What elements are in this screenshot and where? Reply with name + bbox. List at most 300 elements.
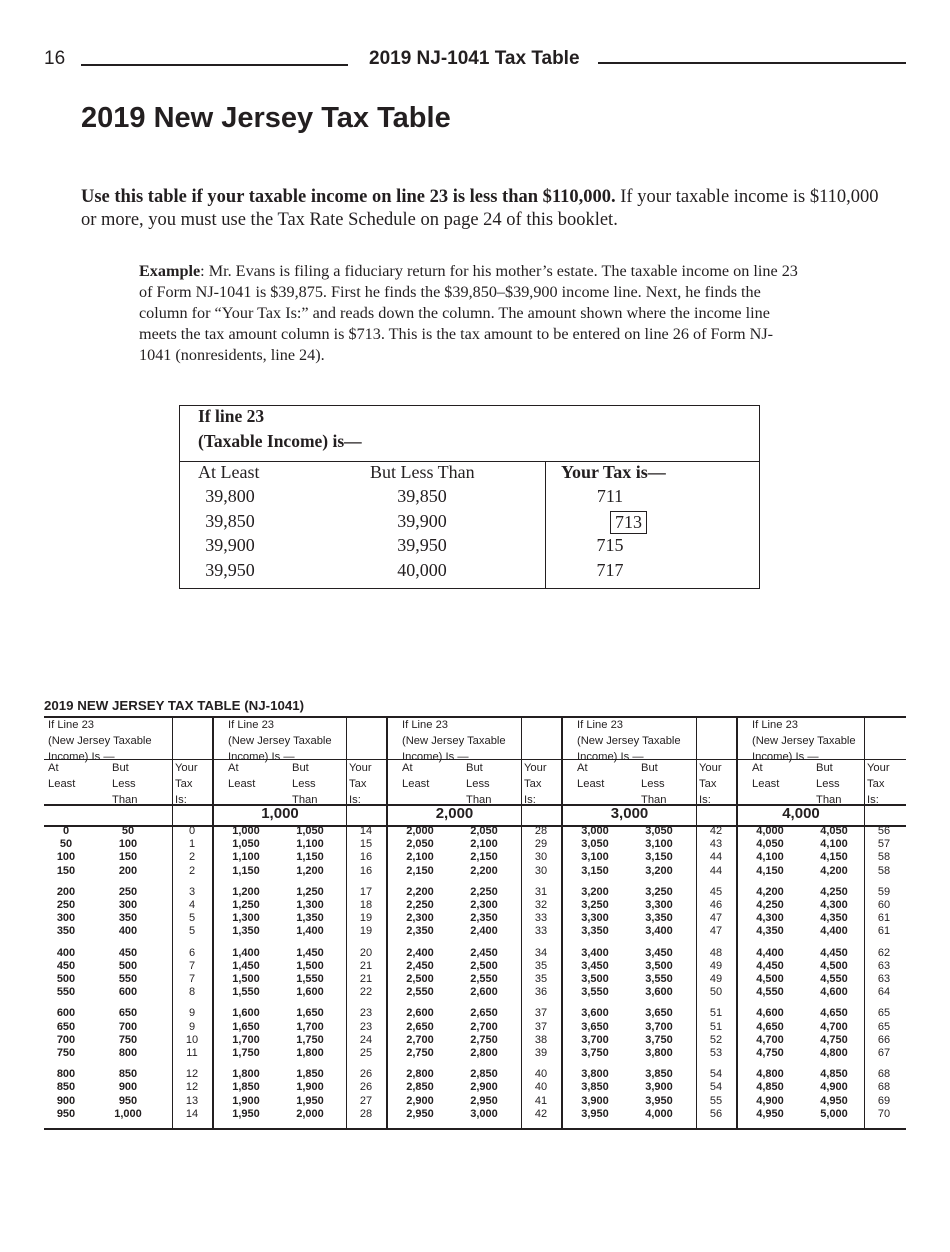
- table-cell-but-less-than: 300: [118, 899, 138, 911]
- table-cell-tax: 68: [877, 1081, 891, 1094]
- table-cell-tax: 66: [877, 1033, 891, 1046]
- table-cell-tax: 50: [709, 986, 723, 999]
- group-header-line: (New Jersey Taxable: [228, 735, 332, 747]
- table-cell-tax: 65: [877, 1007, 891, 1020]
- table-cell-tax: 36: [534, 986, 548, 999]
- table-cell-at-least: 2,600: [406, 1007, 434, 1020]
- example-table: [179, 405, 760, 589]
- table-cell-tax: 40: [534, 1081, 548, 1094]
- table-cell-but-less-than: 4,650: [820, 1007, 848, 1020]
- col-your-tax: Your: [175, 762, 198, 774]
- table-cell-but-less-than: 350: [118, 912, 138, 925]
- table-cell-tax: 51: [709, 1007, 723, 1020]
- table-cell-at-least: 2,000: [406, 825, 434, 837]
- table-cell-at-least: 3,450: [581, 959, 609, 972]
- table-cell-tax: 55: [709, 1094, 723, 1107]
- table-cell-tax: 51: [709, 1020, 723, 1033]
- thousands-label: 3,000: [610, 805, 649, 822]
- table-cell-tax: 16: [359, 851, 373, 864]
- table-cell-at-least: 2,900: [406, 1094, 434, 1107]
- header-rule-left: [81, 64, 348, 66]
- table-cell-tax: 56: [877, 825, 891, 837]
- group-header-line: Income) Is —: [402, 751, 469, 763]
- table-cell-at-least: 2,250: [406, 899, 434, 911]
- col-your-tax: Tax: [699, 778, 717, 790]
- example-paragraph: [139, 261, 799, 366]
- example-at-least: 39,800: [205, 486, 255, 506]
- col-your-tax: Tax: [524, 778, 542, 790]
- table-cell-but-less-than: 4,050: [820, 825, 848, 837]
- col-but-less-than: Than: [466, 794, 492, 806]
- table-cell-at-least: 3,050: [581, 838, 609, 851]
- table-cell-at-least: 1,500: [232, 973, 260, 985]
- group-header-line: (New Jersey Taxable: [48, 735, 152, 747]
- col-your-tax: Is:: [524, 794, 536, 806]
- table-cell-at-least: 4,900: [756, 1094, 784, 1107]
- group-header-line: Income) Is —: [228, 751, 295, 763]
- table-cell-tax: 25: [359, 1047, 373, 1059]
- table-cell-but-less-than: 2,800: [470, 1047, 498, 1059]
- col-your-tax: Tax: [175, 778, 193, 790]
- intro-rest: If your taxable income is $110,000 or more, you must use the Tax Rate Schedule on page 24 of this booklet.: [81, 187, 879, 230]
- table-cell-at-least: 450: [56, 959, 76, 972]
- table-cell-tax: 34: [534, 946, 548, 959]
- table-cell-at-least: 1,600: [232, 1007, 260, 1020]
- table-cell-tax: 69: [877, 1094, 891, 1107]
- table-cell-at-least: 1,300: [232, 912, 260, 925]
- table-cell-at-least: 350: [56, 925, 76, 938]
- table-cell-at-least: 4,400: [756, 946, 784, 959]
- group-header-line: Income) Is —: [577, 751, 644, 763]
- table-cell-tax: 23: [359, 1007, 373, 1020]
- table-cell-but-less-than: 3,550: [645, 973, 673, 985]
- table-cell-but-less-than: 1,500: [296, 959, 324, 972]
- table-cell-tax: 62: [877, 946, 891, 959]
- table-cell-at-least: 4,100: [756, 851, 784, 864]
- example-col-but-less-than: But Less Than: [370, 462, 475, 482]
- table-cell-but-less-than: 3,200: [645, 864, 673, 877]
- col-at-least: Least: [402, 778, 430, 790]
- table-cell-tax: 59: [877, 885, 891, 898]
- table-cell-but-less-than: 100: [118, 838, 138, 851]
- table-cell-but-less-than: 1,000: [114, 1107, 142, 1120]
- col-but-less-than: Than: [112, 794, 138, 806]
- table-cell-at-least: 4,650: [756, 1020, 784, 1033]
- page-title: 2019 New Jersey Tax Table: [81, 102, 451, 134]
- table-cell-tax: 28: [359, 1107, 373, 1120]
- table-cell-at-least: 4,450: [756, 959, 784, 972]
- col-but-less-than: Than: [816, 794, 842, 806]
- table-cell-at-least: 950: [56, 1107, 76, 1120]
- table-cell-but-less-than: 2,300: [470, 899, 498, 911]
- table-cell-tax: 24: [359, 1033, 373, 1046]
- table-cell-at-least: 3,950: [581, 1107, 609, 1120]
- table-cell-but-less-than: 2,750: [470, 1033, 498, 1046]
- table-cell-tax: 42: [534, 1107, 548, 1120]
- table-cell-but-less-than: 4,900: [820, 1081, 848, 1094]
- table-cell-at-least: 3,000: [581, 825, 609, 837]
- example-column-divider: [545, 461, 546, 588]
- col-but-less-than: Less: [641, 778, 665, 790]
- table-cell-but-less-than: 1,400: [296, 925, 324, 938]
- table-cell-but-less-than: 1,150: [296, 851, 324, 864]
- table-cell-but-less-than: 3,500: [645, 959, 673, 972]
- table-cell-but-less-than: 2,450: [470, 946, 498, 959]
- col-your-tax: Your: [524, 762, 547, 774]
- table-cell-but-less-than: 3,600: [645, 986, 673, 999]
- table-cell-at-least: 2,500: [406, 973, 434, 985]
- intro-bold: Use this table if your taxable income on line 23 is less than $110,000.: [81, 187, 616, 207]
- table-cell-but-less-than: 2,550: [470, 973, 498, 985]
- table-cell-but-less-than: 4,950: [820, 1094, 848, 1107]
- table-cell-but-less-than: 3,800: [645, 1047, 673, 1059]
- table-cell-but-less-than: 950: [118, 1094, 138, 1107]
- group-header-line: If Line 23: [48, 719, 95, 731]
- table-cell-at-least: 2,800: [406, 1068, 434, 1081]
- table-cell-but-less-than: 3,750: [645, 1033, 673, 1046]
- table-cell-but-less-than: 1,200: [296, 864, 324, 877]
- table-cell-but-less-than: 1,650: [296, 1007, 324, 1020]
- table-group-rule: [212, 716, 214, 1130]
- table-cell-tax: 52: [709, 1033, 723, 1046]
- table-cell-tax: 47: [709, 925, 723, 938]
- table-cell-tax: 57: [877, 838, 891, 851]
- table-cell-but-less-than: 4,300: [820, 899, 848, 911]
- table-cell-at-least: 550: [56, 986, 76, 999]
- table-cell-at-least: 1,250: [232, 899, 260, 911]
- group-header-line: If Line 23: [402, 719, 449, 731]
- table-cell-at-least: 3,350: [581, 925, 609, 938]
- table-cell-but-less-than: 900: [118, 1081, 138, 1094]
- table-cell-tax: 43: [709, 838, 723, 851]
- table-cell-but-less-than: 1,900: [296, 1081, 324, 1094]
- table-cell-at-least: 3,500: [581, 973, 609, 985]
- group-header-line: (New Jersey Taxable: [752, 735, 856, 747]
- table-cell-at-least: 1,650: [232, 1020, 260, 1033]
- table-cell-at-least: 3,750: [581, 1047, 609, 1059]
- table-cell-but-less-than: 3,350: [645, 912, 673, 925]
- example-tax: 711: [596, 486, 624, 506]
- table-cell-but-less-than: 4,200: [820, 864, 848, 877]
- table-cell-at-least: 1,200: [232, 885, 260, 898]
- table-cell-at-least: 700: [56, 1033, 76, 1046]
- table-cell-but-less-than: 2,000: [296, 1107, 324, 1120]
- table-cell-but-less-than: 3,900: [645, 1081, 673, 1094]
- table-cell-but-less-than: 4,250: [820, 885, 848, 898]
- table-cell-but-less-than: 50: [121, 825, 135, 837]
- table-cell-but-less-than: 4,150: [820, 851, 848, 864]
- table-cell-but-less-than: 650: [118, 1007, 138, 1020]
- table-cell-tax: 44: [709, 864, 723, 877]
- table-cell-tax: 47: [709, 912, 723, 925]
- table-cell-tax: 56: [709, 1107, 723, 1120]
- example-at-least: 39,900: [205, 535, 255, 555]
- col-your-tax: Your: [699, 762, 722, 774]
- col-your-tax: Is:: [175, 794, 187, 806]
- table-cell-at-least: 1,750: [232, 1047, 260, 1059]
- table-cell-but-less-than: 3,000: [470, 1107, 498, 1120]
- table-cell-at-least: 3,900: [581, 1094, 609, 1107]
- example-col-at-least: At Least: [198, 462, 260, 482]
- table-cell-tax: 46: [709, 899, 723, 911]
- table-cell-but-less-than: 4,750: [820, 1033, 848, 1046]
- col-but-less-than: But: [641, 762, 658, 774]
- table-cell-tax: 28: [534, 825, 548, 837]
- example-label: Example: [139, 262, 201, 280]
- table-cell-but-less-than: 550: [118, 973, 138, 985]
- table-cell-at-least: 4,300: [756, 912, 784, 925]
- col-your-tax: Is:: [699, 794, 711, 806]
- table-cell-at-least: 2,100: [406, 851, 434, 864]
- table-cell-at-least: 600: [56, 1007, 76, 1020]
- table-cell-tax: 10: [185, 1033, 199, 1046]
- example-but-less-than: 39,850: [397, 486, 447, 506]
- table-cell-but-less-than: 3,450: [645, 946, 673, 959]
- table-cell-but-less-than: 2,350: [470, 912, 498, 925]
- table-cell-at-least: 100: [56, 851, 76, 864]
- table-cell-but-less-than: 2,150: [470, 851, 498, 864]
- table-cell-tax: 27: [359, 1094, 373, 1107]
- col-but-less-than: Than: [292, 794, 318, 806]
- table-cell-at-least: 1,800: [232, 1068, 260, 1081]
- col-your-tax: Tax: [867, 778, 885, 790]
- running-title: 2019 NJ-1041 Tax Table: [369, 48, 580, 69]
- table-cell-at-least: 1,000: [232, 825, 260, 837]
- table-cell-but-less-than: 3,250: [645, 885, 673, 898]
- table-cell-but-less-than: 2,900: [470, 1081, 498, 1094]
- table-cell-tax: 68: [877, 1068, 891, 1081]
- col-but-less-than: But: [112, 762, 129, 774]
- table-cell-but-less-than: 4,400: [820, 925, 848, 938]
- table-cell-at-least: 4,250: [756, 899, 784, 911]
- table-cell-but-less-than: 4,450: [820, 946, 848, 959]
- table-cell-tax: 31: [534, 885, 548, 898]
- table-cell-at-least: 3,600: [581, 1007, 609, 1020]
- table-cell-but-less-than: 1,750: [296, 1033, 324, 1046]
- table-cell-at-least: 1,900: [232, 1094, 260, 1107]
- table-cell-tax: 35: [534, 959, 548, 972]
- example-tax: 715: [596, 535, 624, 555]
- table-cell-tax: 54: [709, 1068, 723, 1081]
- table-cell-tax: 26: [359, 1081, 373, 1094]
- table-cell-tax: 26: [359, 1068, 373, 1081]
- table-cell-at-least: 2,700: [406, 1033, 434, 1046]
- table-cell-but-less-than: 2,050: [470, 825, 498, 837]
- table-cell-tax: 53: [709, 1047, 723, 1059]
- table-cell-but-less-than: 1,800: [296, 1047, 324, 1059]
- table-cell-at-least: 250: [56, 899, 76, 911]
- table-cell-at-least: 2,450: [406, 959, 434, 972]
- table-cell-at-least: 1,850: [232, 1081, 260, 1094]
- table-cell-at-least: 1,450: [232, 959, 260, 972]
- table-cell-but-less-than: 4,350: [820, 912, 848, 925]
- table-cell-but-less-than: 1,050: [296, 825, 324, 837]
- table-cell-tax: 5: [188, 925, 196, 938]
- table-cell-at-least: 4,200: [756, 885, 784, 898]
- table-cell-tax: 63: [877, 973, 891, 985]
- table-cell-but-less-than: 4,550: [820, 973, 848, 985]
- table-cell-at-least: 3,650: [581, 1020, 609, 1033]
- col-but-less-than: Less: [112, 778, 136, 790]
- group-header-line: If Line 23: [228, 719, 275, 731]
- table-cell-but-less-than: 3,650: [645, 1007, 673, 1020]
- table-cell-at-least: 2,300: [406, 912, 434, 925]
- col-at-least: At: [48, 762, 59, 774]
- header-rule-right: [598, 62, 906, 64]
- table-cell-tax: 3: [188, 885, 196, 898]
- table-cell-at-least: 1,950: [232, 1107, 260, 1120]
- col-your-tax: Your: [349, 762, 372, 774]
- table-cell-tax: 2: [188, 851, 196, 864]
- table-cell-tax: 48: [709, 946, 723, 959]
- table-cell-at-least: 2,400: [406, 946, 434, 959]
- table-cell-but-less-than: 2,200: [470, 864, 498, 877]
- intro-paragraph: [81, 186, 881, 232]
- table-cell-tax: 22: [359, 986, 373, 999]
- table-cell-but-less-than: 3,950: [645, 1094, 673, 1107]
- col-your-tax: Is:: [349, 794, 361, 806]
- table-cell-tax: 30: [534, 851, 548, 864]
- col-but-less-than: But: [292, 762, 309, 774]
- group-header-line: If Line 23: [752, 719, 799, 731]
- table-cell-tax: 7: [188, 973, 196, 985]
- col-at-least: Least: [48, 778, 76, 790]
- table-cell-at-least: 2,550: [406, 986, 434, 999]
- table-cell-but-less-than: 1,350: [296, 912, 324, 925]
- thousands-label: 2,000: [435, 805, 474, 822]
- table-cell-but-less-than: 850: [118, 1068, 138, 1081]
- table-cell-tax: 65: [877, 1020, 891, 1033]
- example-tax-highlight: 713: [610, 511, 647, 534]
- col-at-least: At: [228, 762, 239, 774]
- table-cell-at-least: 1,550: [232, 986, 260, 999]
- example-text: : Mr. Evans is filing a fiduciary return for his mother’s estate. The taxable income on line 23 of Form NJ-1041 is $39,875. First he finds the $39,850–$39,900 income line. Next, he finds the column for “Your Tax Is:” and reads down the column. The amount shown where the income line meets the tax amount column is $713. This is the tax amount to be entered on line 26 of Form NJ-1041 (nonresidents, line 24).: [139, 262, 798, 364]
- table-cell-tax: 42: [709, 825, 723, 837]
- table-cell-tax: 18: [359, 899, 373, 911]
- table-cell-at-least: 4,700: [756, 1033, 784, 1046]
- table-cell-tax: 67: [877, 1047, 891, 1059]
- table-cell-tax: 58: [877, 864, 891, 877]
- table-cell-tax: 61: [877, 925, 891, 938]
- example-but-less-than: 40,000: [397, 559, 447, 580]
- table-cell-at-least: 3,400: [581, 946, 609, 959]
- col-your-tax: Your: [867, 762, 890, 774]
- col-your-tax: Tax: [349, 778, 367, 790]
- table-cell-but-less-than: 750: [118, 1033, 138, 1046]
- table-cell-at-least: 4,000: [756, 825, 784, 837]
- table-cell-at-least: 2,350: [406, 925, 434, 938]
- table-cell-but-less-than: 150: [118, 851, 138, 864]
- table-cell-tax: 30: [534, 864, 548, 877]
- table-cell-but-less-than: 1,250: [296, 885, 324, 898]
- table-cell-tax: 32: [534, 899, 548, 911]
- table-cell-but-less-than: 4,800: [820, 1047, 848, 1059]
- table-cell-tax: 17: [359, 885, 373, 898]
- table-cell-tax: 9: [188, 1020, 196, 1033]
- table-cell-but-less-than: 1,550: [296, 973, 324, 985]
- table-cell-at-least: 4,050: [756, 838, 784, 851]
- table-cell-but-less-than: 1,100: [296, 838, 324, 851]
- table-group-rule: [736, 716, 738, 1130]
- table-cell-but-less-than: 200: [118, 864, 138, 877]
- table-cell-at-least: 0: [62, 825, 70, 837]
- table-cell-but-less-than: 4,600: [820, 986, 848, 999]
- table-cell-at-least: 4,150: [756, 864, 784, 877]
- table-cell-but-less-than: 2,650: [470, 1007, 498, 1020]
- table-cell-at-least: 4,350: [756, 925, 784, 938]
- table-cell-at-least: 4,850: [756, 1081, 784, 1094]
- table-cell-at-least: 2,950: [406, 1107, 434, 1120]
- table-cell-at-least: 1,700: [232, 1033, 260, 1046]
- table-cell-tax: 39: [534, 1047, 548, 1059]
- table-cell-but-less-than: 1,700: [296, 1020, 324, 1033]
- table-cell-but-less-than: 400: [118, 925, 138, 938]
- table-cell-at-least: 3,250: [581, 899, 609, 911]
- table-cell-at-least: 4,550: [756, 986, 784, 999]
- table-cell-but-less-than: 700: [118, 1020, 138, 1033]
- example-but-less-than: 39,950: [397, 535, 447, 555]
- table-cell-but-less-than: 250: [118, 885, 138, 898]
- table-cell-tax: 12: [185, 1068, 199, 1081]
- table-cell-but-less-than: 2,950: [470, 1094, 498, 1107]
- table-cell-tax: 5: [188, 912, 196, 925]
- example-at-least: 39,950: [205, 559, 255, 580]
- table-cell-tax: 15: [359, 838, 373, 851]
- table-cell-tax: 40: [534, 1068, 548, 1081]
- col-but-less-than: But: [816, 762, 833, 774]
- table-cell-at-least: 300: [56, 912, 76, 925]
- table-cell-but-less-than: 2,100: [470, 838, 498, 851]
- table-cell-tax: 21: [359, 959, 373, 972]
- table-cell-but-less-than: 1,850: [296, 1068, 324, 1081]
- table-cell-at-least: 150: [56, 864, 76, 877]
- table-cell-at-least: 3,700: [581, 1033, 609, 1046]
- table-cell-tax: 38: [534, 1033, 548, 1046]
- table-cell-at-least: 3,150: [581, 864, 609, 877]
- table-cell-but-less-than: 4,850: [820, 1068, 848, 1081]
- table-cell-tax: 37: [534, 1020, 548, 1033]
- table-cell-but-less-than: 4,700: [820, 1020, 848, 1033]
- table-cell-at-least: 4,750: [756, 1047, 784, 1059]
- table-cell-at-least: 2,200: [406, 885, 434, 898]
- table-cell-at-least: 3,100: [581, 851, 609, 864]
- table-cell-but-less-than: 1,600: [296, 986, 324, 999]
- table-cell-at-least: 800: [56, 1068, 76, 1081]
- table-cell-tax: 33: [534, 925, 548, 938]
- col-at-least: Least: [577, 778, 605, 790]
- table-cell-tax: 29: [534, 838, 548, 851]
- table-group-rule: [561, 716, 563, 1130]
- table-cell-tax: 61: [877, 912, 891, 925]
- col-but-less-than: Than: [641, 794, 667, 806]
- table-cell-but-less-than: 3,150: [645, 851, 673, 864]
- table-cell-tax: 33: [534, 912, 548, 925]
- table-cell-at-least: 3,200: [581, 885, 609, 898]
- example-but-less-than: 39,900: [397, 510, 447, 531]
- table-cell-at-least: 500: [56, 973, 76, 985]
- table-cell-tax: 7: [188, 959, 196, 972]
- col-at-least: At: [402, 762, 413, 774]
- table-cell-at-least: 2,150: [406, 864, 434, 877]
- table-cell-but-less-than: 4,000: [645, 1107, 673, 1120]
- table-cell-tax: 19: [359, 925, 373, 938]
- table-cell-at-least: 850: [56, 1081, 76, 1094]
- table-cell-tax: 12: [185, 1081, 199, 1094]
- table-cell-but-less-than: 500: [118, 959, 138, 972]
- group-header-line: If Line 23: [577, 719, 624, 731]
- table-cell-but-less-than: 2,600: [470, 986, 498, 999]
- table-cell-but-less-than: 3,850: [645, 1068, 673, 1081]
